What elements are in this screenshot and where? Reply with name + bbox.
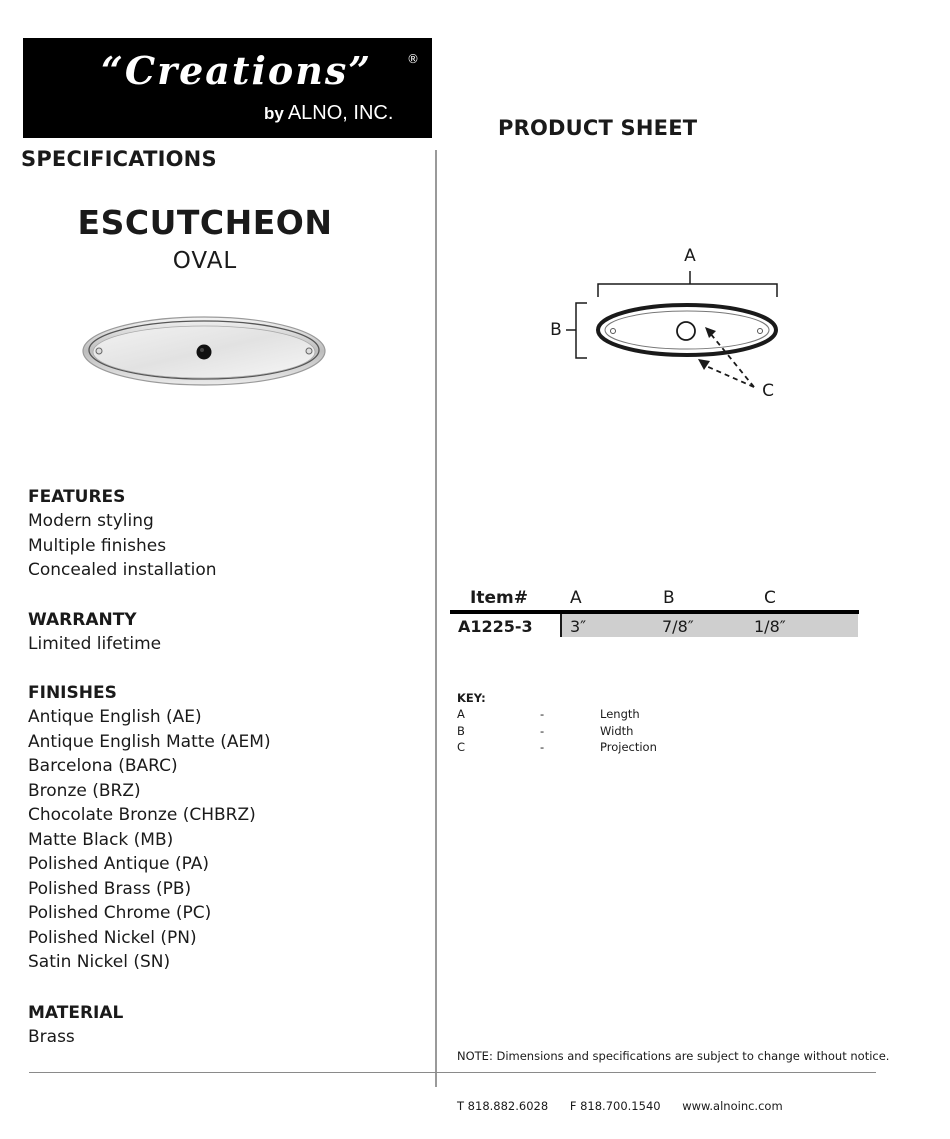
material-section [28,1001,123,1050]
table-row [450,614,859,637]
diagram-label-a: A [684,246,696,266]
phone-number: T 818.882.6028 [457,1099,549,1113]
logo-by: by [264,104,284,123]
material-heading: MATERIAL [28,1003,124,1023]
key-letter: C [457,740,466,754]
specifications-heading: SPECIFICATIONS [21,147,217,171]
dimension-diagram [540,232,800,416]
product-title: ESCUTCHEON [77,203,333,242]
diagram-label-b: B [550,320,562,340]
finish-item: Barcelona (BARC) [28,756,178,776]
feature-item: Concealed installation [28,560,217,580]
vertical-divider [435,150,437,1087]
warranty-heading: WARRANTY [28,610,137,630]
finish-item: Polished Brass (PB) [28,878,192,899]
finish-item: Antique English (AE) [28,707,202,727]
dimension-key [457,690,657,756]
website-link[interactable]: www.alnoinc.com [682,1099,783,1113]
finish-item: Polished Antique (PA) [28,854,210,874]
finish-item: Matte Black (MB) [28,829,174,850]
dimensions-table [450,588,859,636]
warranty-section [28,608,161,657]
diagram-label-c: C [762,381,774,401]
finish-item: Polished Nickel (PN) [28,927,197,948]
logo-company [264,102,393,125]
column-header-b: B [663,588,675,608]
features-heading: FEATURES [28,487,126,507]
key-row [457,739,657,756]
brand-logo [23,38,432,138]
material-item: Brass [28,1027,75,1047]
cell-item-number: A1225-3 [458,617,533,636]
key-dash: - [540,740,545,754]
finish-item: Polished Chrome (PC) [28,903,212,923]
feature-item: Multiple finishes [28,535,167,556]
finish-item: Bronze (BRZ) [28,780,141,801]
fax-number: F 818.700.1540 [569,1099,661,1113]
column-header-c: C [764,588,776,608]
key-meaning: Width [600,723,634,738]
feature-item: Modern styling [28,511,154,531]
registered-mark: ® [407,52,419,66]
key-dash: - [540,723,545,738]
disclaimer-note: NOTE: Dimensions and specifications are subject to change without notice. [457,1049,890,1063]
key-row [457,723,634,740]
contact-footer [457,1099,801,1113]
cell-a: 3″ [570,617,587,636]
cell-c: 1/8″ [754,617,786,636]
horizontal-divider [29,1072,876,1073]
column-header-a: A [570,588,582,608]
finishes-heading: FINISHES [28,683,117,703]
table-cells [560,614,858,637]
table-header-row [450,588,859,610]
finish-item: Satin Nickel (SN) [28,952,171,972]
cell-b: 7/8″ [662,617,694,636]
features-section [28,485,217,583]
finishes-section [28,681,271,975]
oval-escutcheon-photo-icon [80,313,328,393]
key-meaning: Length [600,707,640,721]
key-row [457,706,640,723]
product-sheet-heading: PRODUCT SHEET [498,116,698,140]
finish-item: Chocolate Bronze (CHBRZ) [28,805,256,825]
key-letter: B [457,723,465,738]
column-header-item: Item# [470,588,528,608]
key-letter: A [457,707,465,721]
logo-company-name: ALNO, INC. [287,102,394,124]
finish-item: Antique English Matte (AEM) [28,731,271,752]
warranty-item: Limited lifetime [28,634,162,654]
logo-script-text: “Creations” [101,48,373,93]
key-meaning: Projection [600,740,657,754]
key-dash: - [540,707,545,721]
key-heading: KEY: [457,691,486,705]
product-subtitle: OVAL [172,248,238,274]
